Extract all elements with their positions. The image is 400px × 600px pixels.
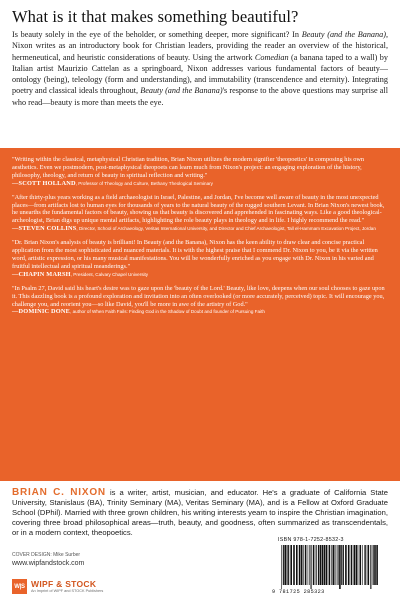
barcode-bar — [345, 545, 347, 585]
barcode-bar — [376, 545, 378, 585]
barcode-bar — [364, 545, 365, 585]
barcode-bar — [293, 545, 295, 585]
endorsement-text: "In Psalm 27, David said his heart's desire was to gaze upon the 'beauty of the Lord.' Beauty, like love, deepens when our soul chooses to gaze upon it. This dazzling book is a profound exploration and invitation into an often overlooked (or more accurately, perceived) topic. It will encourage you, challenge you, and reorient you—so like David, you'll be more in awe of the artistry of God." — [12, 284, 385, 308]
endorsement-text: "After thirty-plus years working as a field archaeologist in Israel, Palestine, and Jordan, I've become well aware of beauty in the most unexpected places—from artifacts lost to human eyes for thousands of years to the natural beauty of the rugged southern Levant. In Brian Nixon's newest book, he unearths the fundamental factors of beauty, showing us that beauty is discovered and apprehended in fascinating ways. Like a good theological-archeologist, Brian digs up unique mental artifacts, highlighting the role beauty plays in theology and in life. I highly recommend the read." — [12, 193, 385, 225]
book-title-italic: Comedian — [254, 52, 289, 62]
endorsement-attribution — [12, 308, 388, 316]
intro-text: (a banana taped to a wall) by Italian artist Maurizio Cattelan as a springboard, Nixon addresses various fundamental factors of beauty—ontology (being), teleology (form and understanding), and immutability (transcendence and eternity). Integrating poetry and classical ideals throughout, — [12, 52, 388, 96]
book-title-italic: Beauty (and the Banana) — [301, 30, 386, 39]
wipf-stock-logo-icon: W|S — [12, 579, 27, 594]
barcode-bar — [296, 545, 298, 585]
barcode-bar — [368, 545, 370, 585]
barcode-bar — [351, 545, 353, 585]
cover-design-credit: COVER DESIGN: Mike Surber — [12, 552, 81, 558]
barcode-bar — [301, 545, 303, 585]
barcode-bar — [324, 545, 326, 585]
intro-text: 's response to the above questions may surprise all who read—beauty is more than meets the eye. — [12, 86, 388, 107]
headline: What is it that makes something beautiful? — [12, 7, 299, 26]
barcode-bar — [309, 545, 310, 585]
endorsement-quote — [12, 239, 388, 279]
publisher-logo — [12, 578, 132, 595]
intro-paragraph — [12, 29, 388, 108]
barcode-bar — [365, 545, 366, 585]
barcode-bar — [287, 545, 288, 585]
barcode-bar — [316, 545, 317, 585]
barcode-bar — [313, 545, 315, 585]
barcode-bar — [339, 545, 341, 589]
barcode-bar — [288, 545, 289, 585]
publisher-website[interactable]: www.wipfandstock.com — [12, 560, 85, 567]
barcode-bar — [335, 545, 336, 585]
barcode-bar — [333, 545, 335, 585]
barcode-bar — [370, 545, 371, 589]
barcode-bar — [336, 545, 337, 585]
barcode-bar — [303, 545, 304, 585]
barcode-bar — [354, 545, 356, 585]
barcode-bar — [284, 545, 286, 585]
barcode-bar — [358, 545, 359, 585]
barcode-bar — [283, 545, 284, 585]
endorser-affiliation: , author of When Faith Fails: Finding God in the Shadow of Doubt and founder of Pursuing Faith — [70, 309, 265, 315]
barcode-bar — [308, 545, 309, 585]
barcode-bar — [331, 545, 332, 585]
barcode-bar — [373, 545, 374, 585]
barcode-bar — [318, 545, 319, 585]
endorsement-text: "Dr. Brian Nixon's analysis of beauty is brilliant! In Beauty (and the Banana), Nixon has the keen ability to draw clear and concise practical application from the most sophisticated and nuanced materials. It is with the highest praise that I commend Dr. Nixon to you, be it via the written word, artistic expression, or his many musical manifestations. You will be wonderfully enriched as you engage with Dr. Nixon in his varied and fruitful intellectual and spiritual meanderings." — [12, 239, 378, 270]
publisher-name: WIPF & STOCK — [31, 578, 97, 589]
barcode-bar — [341, 545, 342, 585]
endorsement-attribution — [12, 271, 388, 279]
barcode-bar — [305, 545, 307, 585]
barcode-icon — [280, 545, 380, 589]
endorsement-quote — [12, 194, 388, 234]
isbn-barcode — [268, 536, 388, 598]
author-name: BRIAN C. NIXON — [12, 487, 106, 498]
intro-text: Is beauty solely in the eye of the beholder, or something deeper, more significant? In — [12, 30, 302, 39]
barcode-bar — [322, 545, 324, 585]
publisher-subtitle: An Imprint of WIPF and STOCK Publishers — [31, 588, 104, 593]
endorser-affiliation: , Professor of Theology and Culture, Bethany Theological Seminary — [75, 180, 213, 186]
barcode-digits: 9 781725 285323 — [272, 589, 325, 595]
barcode-bar — [299, 545, 301, 585]
barcode-bar — [290, 545, 292, 585]
endorser-name: —CHAPIN MARSH — [12, 270, 71, 278]
barcode-bar — [362, 545, 363, 585]
barcode-bar — [343, 545, 344, 585]
endorsement-attribution — [12, 225, 388, 233]
credits — [12, 552, 162, 569]
barcode-bar — [356, 545, 358, 585]
barcode-bar — [348, 545, 350, 585]
barcode-bar — [320, 545, 322, 585]
endorser-affiliation: , President, Calvary Chapel University — [70, 271, 149, 277]
barcode-bar — [360, 545, 362, 585]
endorsements-panel — [0, 148, 400, 481]
endorsement-attribution — [12, 180, 388, 188]
endorsement-quote — [12, 285, 388, 317]
isbn-label: ISBN 978-1-7252-8532-3 — [278, 537, 344, 543]
author-bio — [0, 488, 400, 538]
endorser-affiliation: , Director, School of Archaeology, Veritas International University, and Director and Chief Archaeologist, Tall el-Hammam Excavation Project, Jordan — [76, 226, 376, 232]
endorsement-quote — [12, 156, 388, 188]
barcode-bar — [311, 545, 312, 589]
endorser-name: —SCOTT HOLLAND — [12, 179, 76, 187]
endorser-name: —DOMINIC DONE — [12, 308, 71, 316]
barcode-bar — [326, 545, 328, 585]
intro-text: , Nixon writes as an introductory book for Christian leaders, providing the reader an overview of the historical, hermeneutical, and heuristic considerations of beauty. Using the artwork — [12, 30, 388, 62]
barcode-bar — [374, 545, 376, 585]
barcode-bar — [281, 545, 282, 589]
bio-paragraph — [12, 488, 388, 538]
endorsement-text: "Writing within the classical, metaphysical Christian tradition, Brian Nixon utilizes the modern signifier 'theopoetics' in composing his own aesthetics. Even we postmodern, post-metaphysical theopoets can learn much from Nixon's project: an engaging exploration of the history, philosophy, theology, and return of beauty in spiritual reflection and writing." — [12, 156, 365, 179]
bio-text: is a writer, artist, musician, and educator. He's a graduate of California State University, Stanislaus (BA), Trinity Seminary (MA), Veritas Seminary (MA), and is a Fellow at Oxford Graduate School (DPhil). Married with three grown children, his writing interests yearn to inspire the Christian imagination, covering three broad philosophical areas—truth, beauty, and goodness, often summarized as transcendentals, or in a modern context, theopoetics. — [12, 488, 389, 538]
book-title-italic: Beauty (and the Banana) — [140, 86, 223, 96]
barcode-bar — [338, 545, 339, 585]
endorser-name: —STEVEN COLLINS — [12, 225, 77, 233]
barcode-bar — [329, 545, 331, 585]
